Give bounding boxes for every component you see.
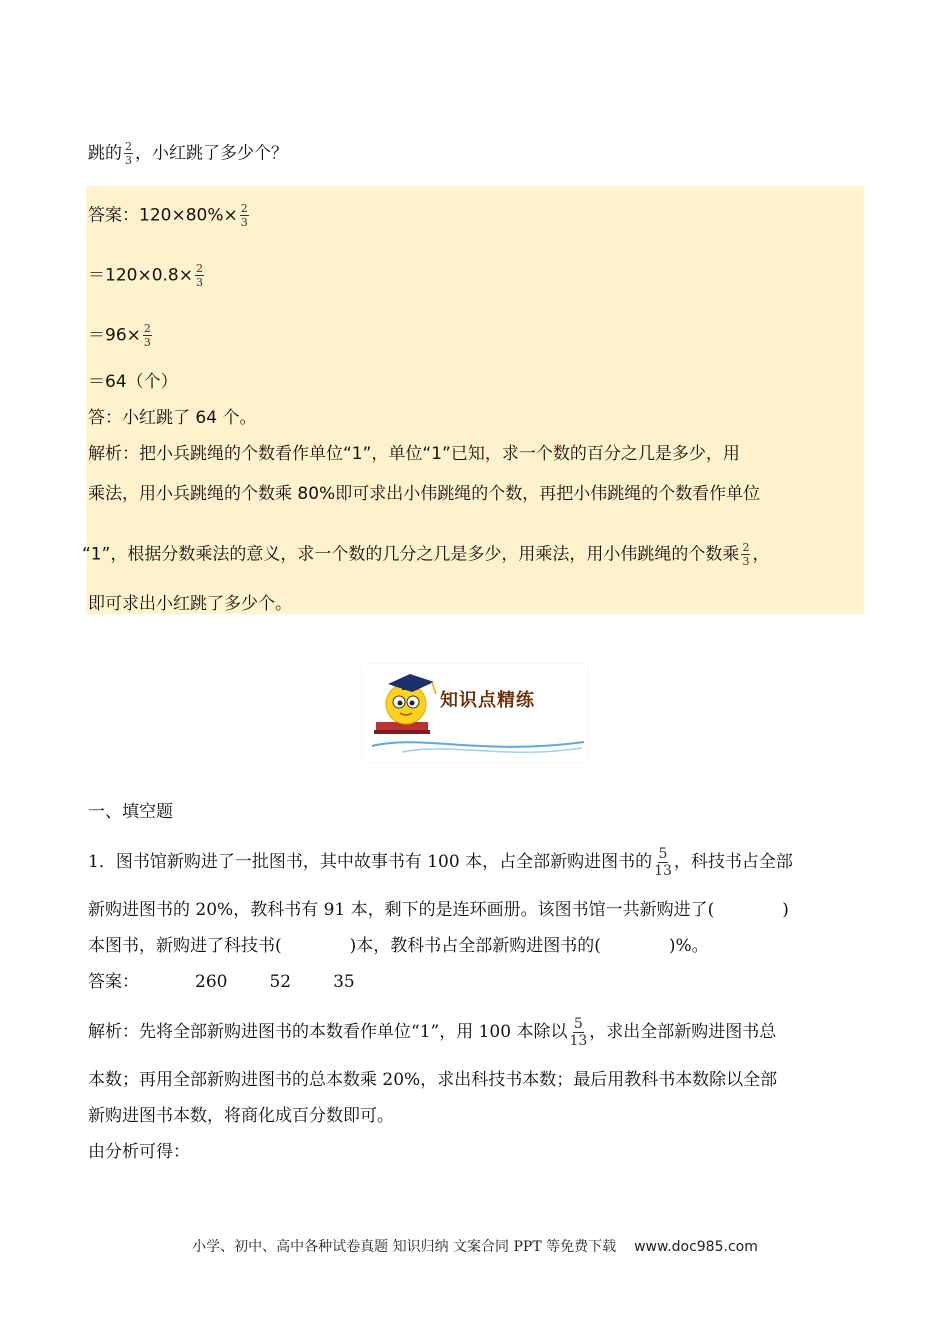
q1-line-1: 1．图书馆新购进了一批图书，其中故事书有 100 本，占全部新购进图书的 $\frac{5}{13}$ ，科技书占全部 xyxy=(88,846,793,879)
fraction-five-thirteenths: $\frac{5}{13}$ xyxy=(654,846,672,879)
q1-line-2: 新购进图书的 20%，教科书有 91 本，剩下的是连环画册。该图书馆一共新购进了( ) xyxy=(88,900,789,920)
answer-line-3: ＝96× $\frac{2}{3}$ xyxy=(88,322,151,349)
question-tail: 跳的 $\frac{2}{3}$ ，小红跳了多少个？ xyxy=(88,140,288,167)
answer-line-5: 答：小红跳了 64 个。 xyxy=(88,408,257,428)
fraction-two-thirds: $\frac{2}{3}$ xyxy=(240,202,248,229)
answer-value: 35 xyxy=(333,972,355,992)
page-footer xyxy=(0,1236,950,1256)
answer-value: 52 xyxy=(269,972,292,992)
footer-text: 小学、初中、高中各种试卷真题 知识归纳 文案合同 PPT 等免费下载 xyxy=(192,1239,617,1255)
answer-value: 260 xyxy=(195,972,228,992)
fraction-five-thirteenths: $\frac{5}{13}$ xyxy=(569,1016,588,1049)
answer-line-2: ＝120×0.8× $\frac{2}{3}$ xyxy=(88,262,203,289)
knowledge-banner xyxy=(362,664,588,762)
analysis-line-4: 即可求出小红跳了多少个。 xyxy=(88,594,292,614)
answer-line-1: 答案：120×80%× $\frac{2}{3}$ xyxy=(88,202,248,229)
analysis-line-1: 解析：把小兵跳绳的个数看作单位“1”，单位“1”已知，求一个数的百分之几是多少，用 xyxy=(88,444,740,464)
fraction-two-thirds: $\frac{2}{3}$ xyxy=(143,322,151,349)
analysis-line-3: “1”，根据分数乘法的意义，求一个数的几分之几是多少，用乘法，用小伟跳绳的个数乘 $\frac{2}{3}$ ， xyxy=(82,541,770,568)
analysis-line-2: 乘法，用小兵跳绳的个数乘 80%即可求出小伟跳绳的个数，再把小伟跳绳的个数看作单位 xyxy=(88,484,761,504)
fraction-two-thirds: $\frac{2}{3}$ xyxy=(742,541,750,568)
footer-url[interactable]: www.doc985.com xyxy=(634,1239,758,1255)
graduate-mascot-icon xyxy=(362,664,588,762)
q1-analysis-1: 解析：先将全部新购进图书的本数看作单位“1”，用 100 本除以 $\frac{5}{13}$ ，求出全部新购进图书总 xyxy=(88,1016,777,1049)
q1-answer: 答案： 260 52 35 xyxy=(88,972,355,992)
section-title: 一、填空题 xyxy=(88,802,173,822)
fraction-two-thirds: $\frac{2}{3}$ xyxy=(125,140,132,167)
q1-line-3: 本图书，新购进了科技书( )本，教科书占全部新购进图书的( )%。 xyxy=(88,936,709,956)
q1-analysis-2: 本数；再用全部新购进图书的总本数乘 20%，求出科技书本数；最后用教科书本数除以全部 xyxy=(88,1070,778,1090)
fraction-two-thirds: $\frac{2}{3}$ xyxy=(195,262,203,289)
q1-analysis-3: 新购进图书本数，将商化成百分数即可。 xyxy=(88,1106,394,1126)
answer-line-4: ＝64（个） xyxy=(88,372,178,392)
q1-analysis-4: 由分析可得： xyxy=(88,1142,190,1162)
banner-title: 知识点精练 xyxy=(440,690,535,711)
